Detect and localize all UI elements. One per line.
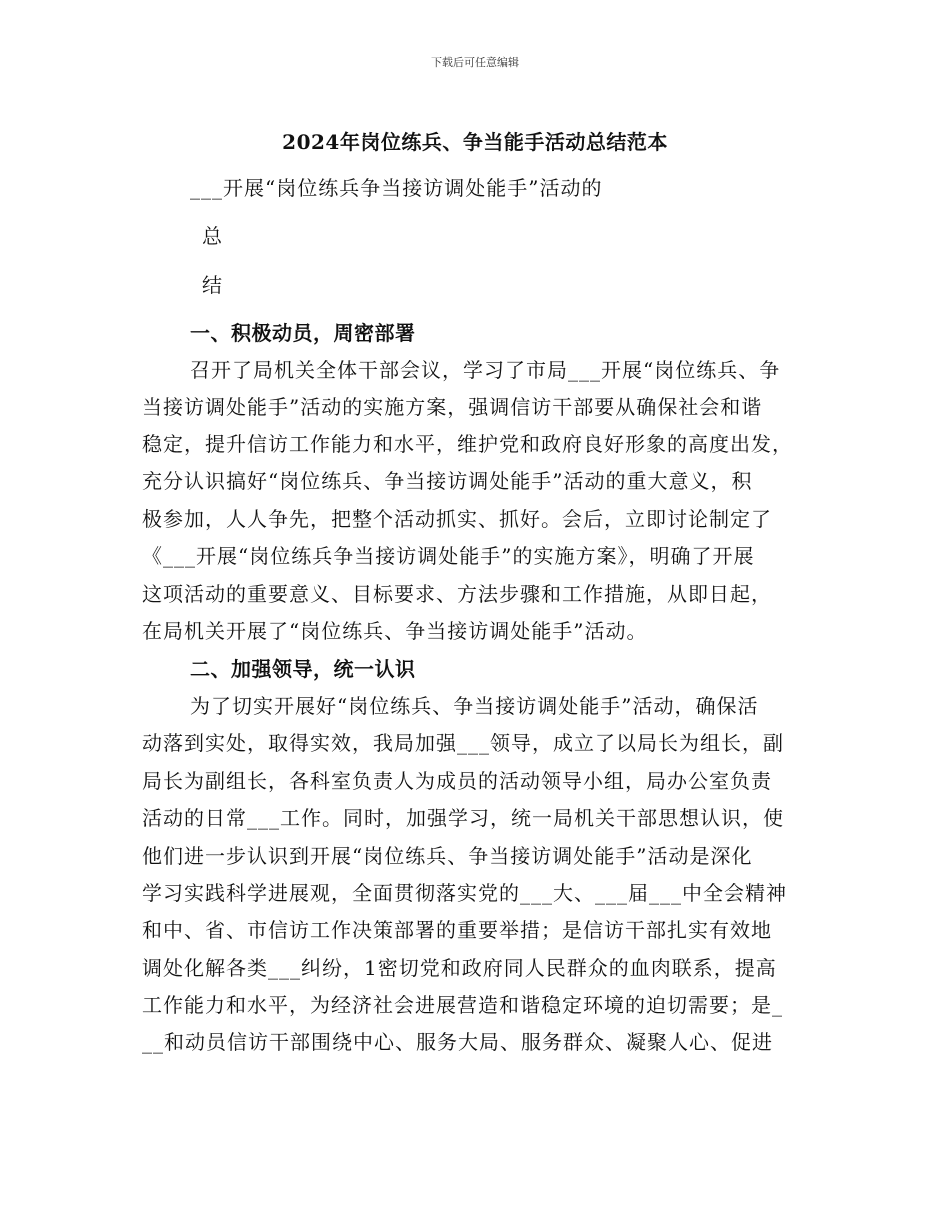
paragraph-line: 动落到实处，取得实效，我局加强___领导，成立了以局长为组长，副	[142, 731, 784, 755]
paragraph-line: 工作能力和水平，为经济社会进展营造和谐稳定环境的迫切需要；是_	[142, 993, 783, 1017]
paragraph-line: 调处化解各类___纠纷，1密切党和政府同人民群众的血肉联系，提高	[142, 956, 777, 980]
paragraph-line: 稳定，提升信访工作能力和水平，维护党和政府良好形象的高度出发，	[142, 432, 793, 456]
subtitle-line-3: 结	[202, 273, 222, 297]
page-header: 下载后可任意编辑	[431, 56, 519, 69]
document-title: 2024年岗位练兵、争当能手活动总结范本	[282, 130, 668, 154]
paragraph-line: 这项活动的重要意义、目标要求、方法步骤和工作措施，从即日起，	[142, 582, 772, 606]
paragraph-line: 在局机关开展了“岗位练兵、争当接访调处能手”活动。	[142, 619, 648, 643]
paragraph-line: 活动的日常___工作。同时，加强学习，统一局机关干部思想认识，使	[142, 806, 784, 830]
subtitle-line-2: 总	[202, 224, 222, 248]
paragraph-line: 局长为副组长，各科室负责人为成员的活动领导小组，局办公室负责	[142, 769, 772, 793]
paragraph-line: 当接访调处能手”活动的实施方案，强调信访干部要从确保社会和谐	[142, 395, 763, 419]
section-1-heading: 一、积极动员，周密部署	[190, 321, 416, 345]
paragraph-line: 学习实践科学进展观，全面贯彻落实党的___大、___届___中全会精神	[142, 881, 787, 905]
paragraph-line: 《___开展“岗位练兵争当接访调处能手”的实施方案》，明确了开展	[142, 544, 755, 568]
paragraph-line: __和动员信访干部围绕中心、服务大局、服务群众、凝聚人心、促进	[142, 1030, 773, 1054]
paragraph-line: 充分认识搞好“岗位练兵、争当接访调处能手”活动的重大意义，积	[142, 469, 753, 493]
paragraph-line: 为了切实开展好“岗位练兵、争当接访调处能手”活动，确保活	[190, 694, 759, 718]
subtitle-line-1: ___开展“岗位练兵争当接访调处能手”活动的	[190, 176, 603, 200]
paragraph-line: 他们进一步认识到开展“岗位练兵、争当接访调处能手”活动是深化	[142, 844, 753, 868]
paragraph-line: 和中、省、市信访工作决策部署的重要举措；是信访干部扎实有效地	[142, 918, 772, 942]
paragraph-line: 召开了局机关全体干部会议，学习了市局___开展“岗位练兵、争	[190, 358, 781, 382]
paragraph-line: 极参加，人人争先，把整个活动抓实、抓好。会后，立即讨论制定了	[142, 507, 772, 531]
section-2-heading: 二、加强领导，统一认识	[190, 657, 416, 681]
